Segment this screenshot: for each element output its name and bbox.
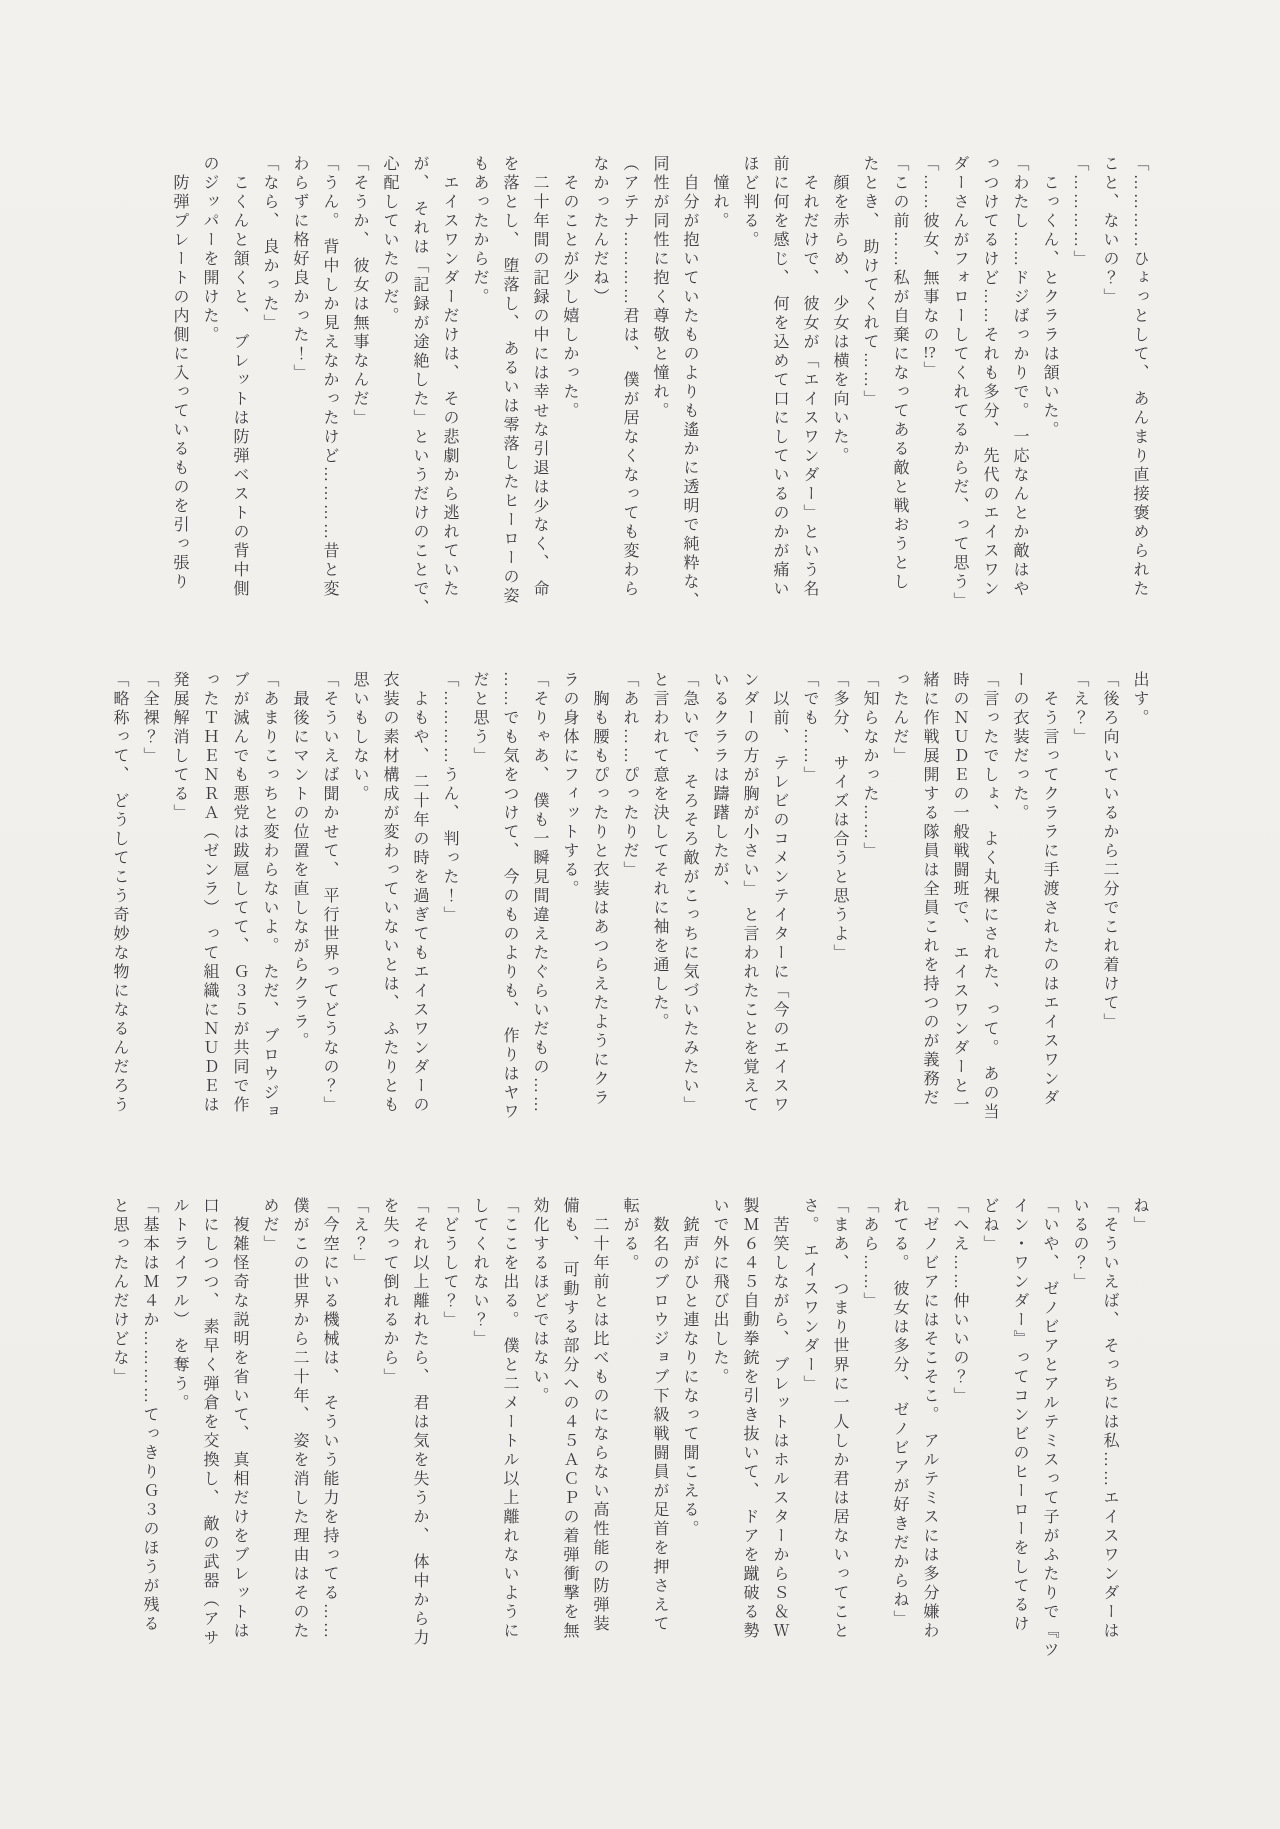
text-line: 「…………ひょっとして、 あんまり直接褒められた — [1131, 155, 1148, 599]
text-line: してくれない？」 — [471, 1197, 488, 1349]
text-line: ったＴＨＥＮＲＡ（ゼンラ） って組織にＮＵＤＥは — [201, 671, 218, 1115]
text-line: ブが滅んでも悪党は跋扈してて、 Ｇ３５が共同で作 — [231, 671, 248, 1115]
text-line: 数名のブロウジョブ下級戦闘員が足首を押さえて — [651, 1197, 668, 1634]
text-line: エイスワンダーだけは、 その悲劇から逃れていた — [441, 155, 458, 599]
text-line: いで外に飛び出した。 — [711, 1197, 728, 1387]
text-line: 「ここを出る。 僕と二メートル以上離れないように — [501, 1197, 518, 1641]
text-line: 「それ以上離れたら、 君は気を失うか、 体中から力 — [411, 1197, 428, 1648]
text-line: 僕がこの世界から二十年、 姿を消した理由はそのた — [291, 1197, 308, 1641]
text-line: 「今空にいる機械は、 そういう能力を持ってる…… — [321, 1197, 338, 1641]
text-line: ンダーの方が胸が小さい」 と言われたことを覚えて — [741, 671, 758, 1115]
text-line: 「略称って、 どうしてこう奇妙な物になるんだろう — [111, 671, 128, 1115]
text-line: 「へえ……仲いいの？」 — [951, 1197, 968, 1406]
text-line: こっくん、とクララは頷いた。 — [1041, 155, 1058, 440]
text-line: 緒に作戦展開する隊員は全員これを持つのが義務だ — [921, 671, 938, 1108]
text-line: 「そうか、 彼女は無事なんだ」 — [351, 155, 368, 428]
text-line: と思ったんだけどな」 — [111, 1197, 128, 1387]
text-line: どね」 — [981, 1197, 998, 1254]
text-line: そう言ってクララに手渡されたのはエイスワンダ — [1041, 671, 1058, 1108]
text-line: （アテナ…………君は、 僕が居なくなっても変わら — [621, 155, 638, 599]
text-line: 「この前……私が自棄になってある敵と戦おうとし — [891, 155, 908, 592]
text-line: 「全裸？」 — [141, 671, 158, 766]
text-line: ったんだ」 — [891, 671, 908, 766]
text-line: ほど判る。 — [741, 155, 758, 250]
text-line: 「あまりこっちと変わらないよ。 ただ、 ブロウジョ — [261, 671, 278, 1122]
text-line: 「あれ……ぴったりだ」 — [621, 671, 638, 880]
text-line: 思いもしない。 — [351, 671, 368, 804]
text-line: 最後にマントの位置を直しながらクララ。 — [291, 671, 308, 1051]
text-line: 「あら……」 — [861, 1197, 878, 1311]
text-line: 「え？」 — [1071, 671, 1088, 747]
text-line: 「言ったでしょ、 よく丸裸にされた、って。 あの当 — [981, 671, 998, 1122]
text-line: 「知らなかった……」 — [861, 671, 878, 861]
text-line: よもや、 二十年の時を過ぎてもエイスワンダーの — [411, 671, 428, 1115]
text-line: 「急いで、 そろそろ敵がこっちに気づいたみたい」 — [681, 671, 698, 1115]
text-line: 「なら、 良かった」 — [261, 155, 278, 333]
text-line: 心配していたのだ。 — [381, 155, 398, 326]
text-line: いるクララは躊躇したが、 — [711, 671, 728, 899]
text-line: もあったからだ。 — [471, 155, 488, 307]
text-line: 「そりゃあ、 僕も一瞬見間違えたぐらいだもの…… — [531, 671, 548, 1115]
text-line: 「……彼女、無事なの!?」 — [921, 155, 938, 380]
text-line: 「どうして？」 — [441, 1197, 458, 1330]
text-line: 以前、 テレビのコメンテイターに「今のエイスワ — [771, 671, 788, 1115]
text-line: 備も、 可動する部分への４５ＡＣＰの着弾衝撃を無 — [561, 1197, 578, 1641]
text-line: 胸も腰もぴったりと衣装はあつらえたようにクラ — [591, 671, 608, 1108]
text-line: 防弾プレートの内側に入っているものを引っ張り — [171, 155, 188, 592]
text-line: 「まあ、 つまり世界に一人しか君は居ないってこと — [831, 1197, 848, 1641]
text-line: いるの？」 — [1071, 1197, 1088, 1292]
text-band-3 — [104, 1197, 1154, 1665]
text-line: さ。 エイスワンダー」 — [801, 1197, 818, 1394]
text-line: 時のＮＵＤＥの一般戦闘班で、 エイスワンダーと一 — [951, 671, 968, 1115]
text-line: 憧れ。 — [711, 155, 728, 231]
text-line: ……でも気をつけて、 今のものよりも、 作りはヤワ — [501, 671, 518, 1122]
text-line: イン・ワンダー』ってコンビのヒーローをしてるけ — [1011, 1197, 1028, 1634]
text-line: 「でも……」 — [801, 671, 818, 785]
text-line: そのことが少し嬉しかった。 — [561, 155, 578, 421]
text-line: 二十年前とは比べものにならない高性能の防弾装 — [591, 1197, 608, 1634]
text-line: 「…………」 — [1071, 155, 1088, 269]
text-line: 「そういえば聞かせて、 平行世界ってどうなの？」 — [321, 671, 338, 1115]
text-line: 「うん。 背中しか見えなかったけど…………昔と変 — [321, 155, 338, 599]
text-line: のジッパーを開けた。 — [201, 155, 218, 345]
text-line: 自分が抱いていたものよりも遙かに透明で純粋な、 — [681, 155, 698, 611]
text-line: 「基本はＭ４か…………てっきりＧ３のほうが残る — [141, 1197, 158, 1634]
text-line: 「いや、 ゼノビアとアルテミスって子がふたりで『ツ — [1041, 1197, 1058, 1660]
text-line: 「わたし……ドジばっかりで。 一応なんとか敵はや — [1011, 155, 1028, 599]
text-line: を失って倒れるから」 — [381, 1197, 398, 1387]
text-line: 前に何を感じ、 何を込めて口にしているのかが痛い — [771, 155, 788, 599]
text-line: 「え？」 — [351, 1197, 368, 1273]
text-line: と言われて意を決してそれに袖を通した。 — [651, 671, 668, 1032]
tatechuyoko-exclamation-question: !? — [923, 345, 936, 361]
text-line: 「ゼノビアにはそこそこ。 アルテミスには多分嫌わ — [921, 1197, 938, 1641]
text-line: 効化するほどではない。 — [531, 1197, 548, 1406]
text-line: 同性が同性に抱く尊敬と憧れ。 — [651, 155, 668, 421]
text-line: 苦笑しながら、 ブレットはホルスターからＳ＆Ｗ — [771, 1197, 788, 1641]
text-line: 転がる。 — [621, 1197, 638, 1273]
text-line: 複雑怪奇な説明を省いて、 真相だけをブレットは — [231, 1197, 248, 1641]
text-line: それだけで、 彼女が「エイスワンダー」という名 — [801, 155, 818, 599]
text-line: こくんと頷くと、 ブレットは防弾ベストの背中側 — [231, 155, 248, 599]
text-line: っつけてるけど……それも多分、 先代のエイスワン — [981, 155, 998, 599]
text-line: 「多分、 サイズは合うと思うよ」 — [831, 671, 848, 963]
text-line: なかったんだね） — [591, 155, 608, 307]
text-line: が、 それは「記録が途絶した」というだけのことで、 — [411, 155, 428, 618]
text-line: ダーさんがフォローしてくれてるからだ、って思う」 — [951, 155, 968, 611]
text-line: めだ」 — [261, 1197, 278, 1254]
text-band-1 — [164, 155, 1154, 623]
text-line: 発展解消してる」 — [171, 671, 188, 823]
text-line: こと、ないの？」 — [1101, 155, 1118, 307]
text-line: 「後ろ向いているから二分でこれ着けて」 — [1101, 671, 1118, 1032]
text-line: 製Ｍ６４５自動拳銃を引き抜いて、 ドアを蹴破る勢 — [741, 1197, 758, 1641]
text-line: 二十年間の記録の中には幸せな引退は少なく、 命 — [531, 155, 548, 599]
text-band-2 — [104, 671, 1154, 1139]
text-line: 出す。 — [1131, 671, 1148, 728]
text-line: 「…………うん、 判った！」 — [441, 671, 458, 925]
text-line: 衣装の素材構成が変わっていないとは、 ふたりとも — [381, 671, 398, 1115]
text-line: たとき、 助けてくれて……」 — [861, 155, 878, 409]
text-line: 顔を赤らめ、 少女は横を向いた。 — [831, 155, 848, 466]
text-line: だと思う」 — [471, 671, 488, 766]
text-line: 口にしつつ、 素早く弾倉を交換し、 敵の武器（アサ — [201, 1197, 218, 1648]
text-line: を落とし、 堕落し、 あるいは零落したヒーローの姿 — [501, 155, 518, 606]
text-line: ね」 — [1131, 1197, 1148, 1235]
text-line: 「そういえば、 そっちには私……エイスワンダーは — [1101, 1197, 1118, 1641]
text-line: ーの衣装だった。 — [1011, 671, 1028, 823]
text-line: れてる。 彼女は多分、 ゼノビアが好きだからね」 — [891, 1197, 908, 1629]
text-line: わらずに格好良かった！」 — [291, 155, 308, 383]
text-line: ルトライフル） を奪う。 — [171, 1197, 188, 1413]
text-line: ラの身体にフィットする。 — [561, 671, 578, 899]
text-line: 銃声がひと連なりになって聞こえる。 — [681, 1197, 698, 1539]
